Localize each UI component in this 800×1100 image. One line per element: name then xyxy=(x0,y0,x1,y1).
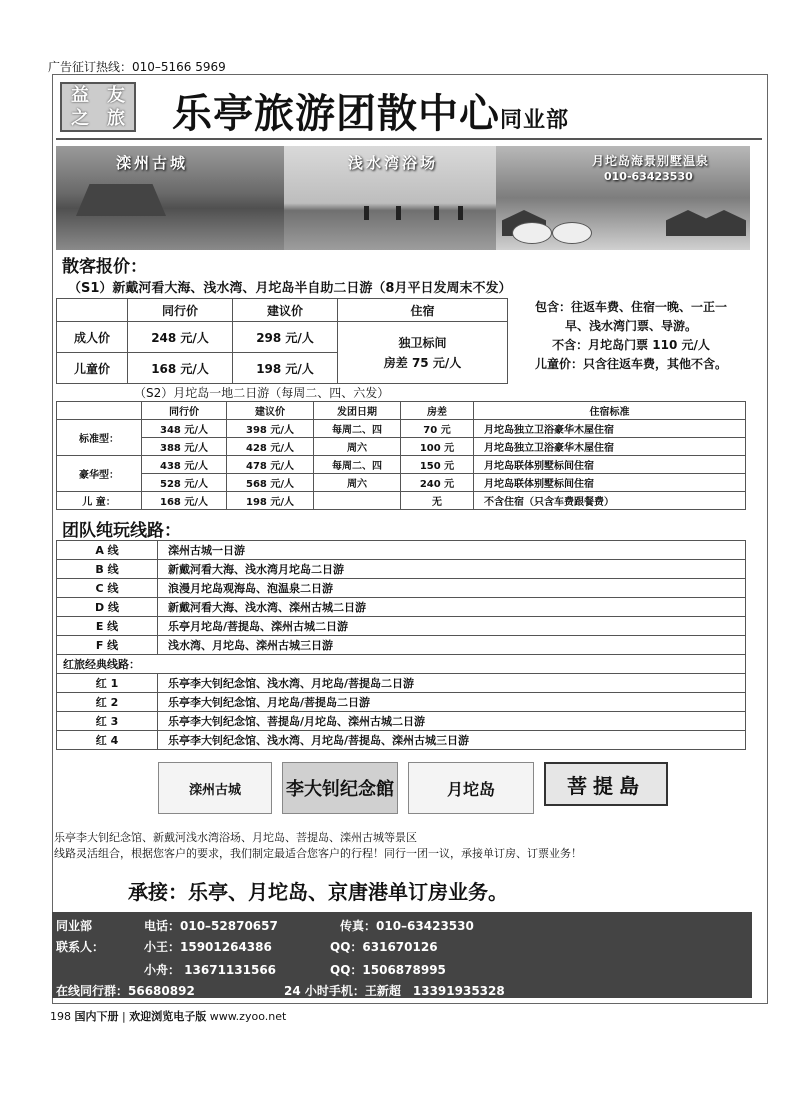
qq-1: QQ：631670126 xyxy=(330,940,438,954)
route-desc: 乐亭李大钊纪念馆、菩提岛/月坨岛、滦州古城二日游 xyxy=(158,712,746,731)
logo-char: 旅 xyxy=(107,107,125,129)
footer-browse: 欢迎浏览电子版 xyxy=(129,1010,207,1023)
route-code: F 线 xyxy=(57,636,158,655)
photo-caption: 浅水湾浴场 xyxy=(348,154,439,172)
route-desc: 新戴河看大海、浅水湾月坨岛二日游 xyxy=(158,560,746,579)
logo-char: 益 xyxy=(71,84,89,106)
room-diff: 70 元 xyxy=(401,420,474,438)
footer-section: 国内下册 xyxy=(74,1010,119,1023)
col-header: 同行价 xyxy=(142,402,227,420)
route-desc: 乐亭李大钊纪念馆、浅水湾、月坨岛/菩提岛、滦州古城三日游 xyxy=(158,731,746,750)
desc-line: 乐亭李大钊纪念馆、新戴河浅水湾浴场、月坨岛、菩提岛、滦州古城等景区 xyxy=(54,831,417,844)
table-row xyxy=(57,474,746,492)
red-routes-heading: 红旅经典线路： xyxy=(57,655,746,674)
route-code: 红 2 xyxy=(57,693,158,712)
mobile-24h: 24 小时手机：王新超 13391935328 xyxy=(284,984,505,998)
lodging-cell xyxy=(338,322,508,384)
title-divider xyxy=(56,138,762,140)
group-label: 豪华型： xyxy=(57,456,142,492)
col-header: 同行价 xyxy=(128,299,233,322)
peer-price: 348 元/人 xyxy=(142,420,227,438)
col-header: 建议价 xyxy=(227,402,314,420)
route-code: 红 4 xyxy=(57,731,158,750)
section-routes-heading: 团队纯玩线路： xyxy=(62,521,181,541)
table-row xyxy=(57,438,746,456)
villa-shape xyxy=(702,210,746,236)
route-desc: 浅水湾、月坨岛、滦州古城三日游 xyxy=(158,636,746,655)
title-main: 乐亭旅游团散中心 xyxy=(172,91,500,137)
route-code: C 线 xyxy=(57,579,158,598)
route-row xyxy=(57,579,746,598)
group-label: 标准型： xyxy=(57,420,142,456)
table-row xyxy=(57,492,746,510)
s2-title: （S2）月坨岛一地二日游（每周二、四、六发） xyxy=(134,386,390,400)
route-code: D 线 xyxy=(57,598,158,617)
desc-line: 线路灵活组合，根据您客户的要求，我们制定最适合您客户的行程！同行一团一议，承接单订房、订票业务！ xyxy=(54,847,582,860)
brand-logo xyxy=(60,82,136,132)
beach-figure xyxy=(396,206,401,220)
red-routes-heading-row xyxy=(57,655,746,674)
food-plate xyxy=(552,222,592,244)
col-header: 建议价 xyxy=(233,299,338,322)
route-row xyxy=(57,731,746,750)
route-code: A 线 xyxy=(57,541,158,560)
page-title xyxy=(172,82,569,139)
description xyxy=(54,830,582,862)
footer-url: www.zyoo.net xyxy=(209,1010,287,1023)
tel: 电话：010–52870657 xyxy=(144,919,278,933)
photo-luanzhou xyxy=(56,146,284,250)
peer-price: 388 元/人 xyxy=(142,438,227,456)
fax: 传真：010–63423530 xyxy=(340,919,474,933)
qq-2: QQ：1506878995 xyxy=(330,963,446,977)
stay-standard: 月坨岛独立卫浴豪华木屋住宿 xyxy=(474,420,746,438)
room-diff: 无 xyxy=(401,492,474,510)
photo-caption: 月坨岛海景别墅温泉 xyxy=(592,154,710,168)
departure-date: 每周二、四 xyxy=(314,456,401,474)
lidazhao-logo: 李大钊纪念館 xyxy=(282,762,398,814)
suggest-price: 198 元/人 xyxy=(227,492,314,510)
contact-person-2: 小舟： 13671131566 xyxy=(144,963,277,977)
stay-standard: 月坨岛独立卫浴豪华木屋住宿 xyxy=(474,438,746,456)
stay-standard: 月坨岛联体别墅标间住宿 xyxy=(474,474,746,492)
note-line: 早、浅水湾门票、导游。 xyxy=(564,319,697,333)
s1-title: （S1）新戴河看大海、浅水湾、月坨岛半自助二日游（8月平日发周末不发） xyxy=(68,281,512,296)
lodging-line: 房差 75 元/人 xyxy=(383,355,462,370)
route-desc: 乐亭月坨岛/菩提岛、滦州古城二日游 xyxy=(158,617,746,636)
beach-figure xyxy=(458,206,463,220)
note-line: 不含：月坨岛门票 110 元/人 xyxy=(552,338,710,352)
contact-label: 联系人： xyxy=(56,940,105,954)
route-row xyxy=(57,674,746,693)
row-label: 儿童价 xyxy=(57,353,128,384)
dept-label: 同业部 xyxy=(56,919,93,933)
group-label: 儿 童： xyxy=(57,492,142,510)
title-suffix: 同业部 xyxy=(500,108,570,133)
puti-logo: 菩提島 xyxy=(544,762,668,806)
suggest-price: 428 元/人 xyxy=(227,438,314,456)
logo-char: 友 xyxy=(107,84,125,106)
contact-box xyxy=(52,912,752,998)
room-diff: 240 元 xyxy=(401,474,474,492)
ancient-roof-shape xyxy=(76,176,166,216)
route-row xyxy=(57,598,746,617)
table-row xyxy=(57,322,508,353)
routes-table xyxy=(56,540,746,750)
header-row xyxy=(57,402,746,420)
beach-figure xyxy=(434,206,439,220)
s1-notes xyxy=(512,298,750,374)
route-code: E 线 xyxy=(57,617,158,636)
table-row xyxy=(57,420,746,438)
contact-person-1: 小王：15901264386 xyxy=(144,940,272,954)
peer-price: 438 元/人 xyxy=(142,456,227,474)
route-row xyxy=(57,617,746,636)
food-plate xyxy=(512,222,552,244)
scenic-logos xyxy=(158,762,668,814)
route-desc: 乐亭李大钊纪念馆、月坨岛/菩提岛二日游 xyxy=(158,693,746,712)
suggest-price: 198 元/人 xyxy=(233,353,338,384)
route-row xyxy=(57,693,746,712)
stay-standard: 不含住宿（只含车费跟餐费） xyxy=(474,492,746,510)
peer-price: 168 元/人 xyxy=(142,492,227,510)
route-desc: 滦州古城一日游 xyxy=(158,541,746,560)
logo-char: 之 xyxy=(71,107,89,129)
s1-price-table xyxy=(56,298,508,384)
section-prices-heading: 散客报价： xyxy=(62,257,147,277)
photo-beach xyxy=(284,146,496,250)
row-label: 成人价 xyxy=(57,322,128,353)
col-header: 住宿标准 xyxy=(474,402,746,420)
route-code: B 线 xyxy=(57,560,158,579)
suggest-price: 398 元/人 xyxy=(227,420,314,438)
route-row xyxy=(57,541,746,560)
table-row xyxy=(57,456,746,474)
booking-banner: 承接：乐亭、月坨岛、京唐港单订房业务。 xyxy=(128,880,508,904)
route-row xyxy=(57,712,746,731)
suggest-price: 478 元/人 xyxy=(227,456,314,474)
route-code: 红 1 xyxy=(57,674,158,693)
stay-standard: 月坨岛联体别墅标间住宿 xyxy=(474,456,746,474)
col-header: 房差 xyxy=(401,402,474,420)
departure-date: 周六 xyxy=(314,474,401,492)
route-row xyxy=(57,636,746,655)
peer-price: 168 元/人 xyxy=(128,353,233,384)
room-diff: 150 元 xyxy=(401,456,474,474)
route-desc: 浪漫月坨岛观海岛、泡温泉二日游 xyxy=(158,579,746,598)
page-number: 198 xyxy=(50,1010,71,1023)
lodging-line: 独卫标间 xyxy=(398,335,447,350)
departure-date xyxy=(314,492,401,510)
online-group: 在线同行群：56680892 xyxy=(56,984,195,998)
peer-price: 248 元/人 xyxy=(128,322,233,353)
departure-date: 每周二、四 xyxy=(314,420,401,438)
room-diff: 100 元 xyxy=(401,438,474,456)
corner-cell xyxy=(57,402,142,420)
route-code: 红 3 xyxy=(57,712,158,731)
luanzhou-logo: 滦州古城 xyxy=(158,762,272,814)
note-line: 包含：往返车费、住宿一晚、一正一 xyxy=(534,300,727,314)
photo-yuetuo xyxy=(496,146,750,250)
photo-phone: 010-63423530 xyxy=(604,170,693,183)
departure-date: 周六 xyxy=(314,438,401,456)
yuetuo-logo: 月坨岛 xyxy=(408,762,534,814)
page-footer: 198 国内下册 | 欢迎浏览电子版 www.zyoo.net xyxy=(50,1010,287,1023)
s2-price-table xyxy=(56,401,746,510)
peer-price: 528 元/人 xyxy=(142,474,227,492)
col-header: 发团日期 xyxy=(314,402,401,420)
photo-caption: 滦州古城 xyxy=(116,154,189,172)
route-desc: 新戴河看大海、浅水湾、滦州古城二日游 xyxy=(158,598,746,617)
route-row xyxy=(57,560,746,579)
photo-banner xyxy=(56,146,750,250)
beach-figure xyxy=(364,206,369,220)
route-desc: 乐亭李大钊纪念馆、浅水湾、月坨岛/菩提岛二日游 xyxy=(158,674,746,693)
suggest-price: 568 元/人 xyxy=(227,474,314,492)
suggest-price: 298 元/人 xyxy=(233,322,338,353)
corner-cell xyxy=(57,299,128,322)
ad-hotline: 广告征订热线：010–5166 5969 xyxy=(48,60,226,74)
col-header: 住宿 xyxy=(338,299,508,322)
note-line: 儿童价：只含往返车费，其他不含。 xyxy=(534,357,727,371)
